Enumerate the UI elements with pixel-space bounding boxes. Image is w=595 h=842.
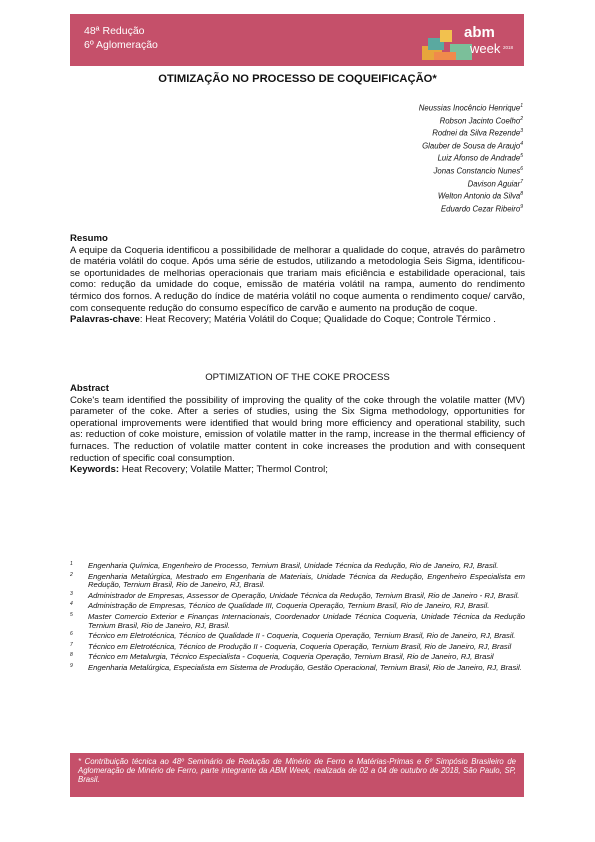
resumo-heading: Resumo xyxy=(70,233,108,244)
author: Rodnei da Silva Rezende$^3$ xyxy=(432,128,523,138)
author: Neussias Inocêncio Henrique$^1$ xyxy=(418,103,523,113)
resumo-body: A equipe da Coqueria identificou a possibilidade de melhorar a qualidade do coque, através do parâmetro de matéria volátil do coque. Após uma série de estudos, utilizando a metodologia Seis Sigma, identificou-se oportunidades de melhorias operacionais que trariam mais eficiência e estabilidade operacional, tais como: redução da umidade do coque, emissão de matéria volátil na rampa, aumento do rendimento térmico dos fornos. A redução do índice de matéria volátil no coque aumenta o rendimento coque/ carvão, com consequente redução do consumo específico de carvão e aumento na produção de coque. xyxy=(70,244,525,314)
author: Glauber de Sousa de Araujo$^4$ xyxy=(422,140,523,151)
author: Luiz Afonso de Andrade$^5$ xyxy=(437,153,523,163)
footnote: 5 Master Comercio Exterior e Finanças Internacionais, Coordenador Unidade Técnica Coqueria, Unidade Técnica da Redução Ternium Brasil, Rio de Janeiro, RJ, Brasil. xyxy=(70,611,525,630)
footnote: 7 Técnico em Eletrotécnica, Técnico de Produção II - Coqueria, Coqueria Operação, Ternium Brasil, Rio de Janeiro, RJ, Brasil xyxy=(70,641,512,651)
footnote: 9 Engenharia Metalúrgica, Especialista em Sistema de Produção, Gestão Operacional, Ternium Brasil, Rio de Janeiro, RJ, Brasil. xyxy=(70,662,522,672)
paper-title: OTIMIZAÇÃO NO PROCESSO DE COQUEIFICAÇÃO* xyxy=(158,73,437,85)
resumo-section xyxy=(70,233,525,326)
author: Welton Antonio da Silva$^8$ xyxy=(437,191,523,201)
author-list xyxy=(419,101,523,214)
svg-text:week: week xyxy=(470,41,501,56)
footnote: 6 Técnico em Eletrotécnica, Técnico de Qualidade II - Coqueria, Coqueria Operação, Ternium Brasil, Rio de Janeiro, RJ, Brasil. xyxy=(70,631,516,641)
english-title: OPTIMIZATION OF THE COKE PROCESS xyxy=(205,372,390,383)
svg-text:2018: 2018 xyxy=(503,45,514,50)
footnotes xyxy=(70,562,525,675)
footnote: 1 Engenharia Química, Engenheiro de Processo, Ternium Brasil, Unidade Técnica da Redução, Rio de Janeiro, RJ, Brasil. xyxy=(70,561,499,570)
footnote: 8 Técnico em Metalurgia, Técnico Especialista - Coqueria, Coqueria Operação, Ternium Brasil, Rio de Janeiro, RJ, Brasil xyxy=(70,652,494,662)
footnote: 2 Engenharia Metalúrgica, Mestrado em Engenharia de Materiais, Unidade Técnica da Redução, Engenheiro Especialista em Redução, Ternium Brasil, Rio de Janeiro, RJ, Brasil. xyxy=(70,571,525,590)
svg-text:abm: abm xyxy=(464,24,495,41)
palavras-chave: Palavras-chave: Heat Recovery; Matéria Volátil do Coque; Qualidade do Coque; Controle Térmico . xyxy=(70,314,496,326)
abm-week-logo xyxy=(420,20,518,62)
abstract-section xyxy=(70,383,525,476)
header-banner xyxy=(70,14,524,66)
author: Robson Jacinto Coelho$^2$ xyxy=(439,115,523,126)
event-line-1: 48ª Redução xyxy=(84,25,145,37)
keywords: Keywords: Heat Recovery; Volatile Matter; Thermol Control; xyxy=(70,464,328,476)
footnote: 3 Administrador de Empresas, Assessor de Operação, Unidade Técnica da Redução, Ternium Brasil, Rio de Janeiro - RJ, Brasil. xyxy=(70,590,520,600)
author: Eduardo Cezar Ribeiro$^9$ xyxy=(440,203,523,214)
conference-footer: * Contribuição técnica ao 48º Seminário de Redução de Minério de Ferro e Matérias-Primas e 6º Simpósio Brasileiro de Aglomeração de Minério de Ferro, parte integrante da ABM Week, realizada de 02 a 04 de outubro de 2018, São Paulo, SP, Brasil. xyxy=(70,753,524,797)
author: Jonas Constancio Nunes$^6$ xyxy=(433,165,523,176)
event-line-2: 6º Aglomeração xyxy=(84,39,158,51)
author: Davison Aguiar$^7$ xyxy=(467,178,523,189)
footnote: 4 Administração de Empresas, Técnico de Qualidade III, Coqueria Operação, Ternium Brasil, Rio de Janeiro, RJ, Brasil. xyxy=(70,601,490,611)
abstract-heading: Abstract xyxy=(70,383,109,394)
abstract-body: Coke's team identified the possibility of improving the quality of the coke through the volatile matter (MV) parameter of the coke. After a series of studies, using the Six Sigma methodology, opportunities for operational improvements were identified that would bring more efficiency and operational stability, such as: reduction of coke moisture, emission of volatile matter in the ramp, increase in the thermal efficiency of furnaces. The reduction of volatile matter content in coke increases the prodution and with consequent reduction of specific coal consumption. xyxy=(70,394,525,464)
